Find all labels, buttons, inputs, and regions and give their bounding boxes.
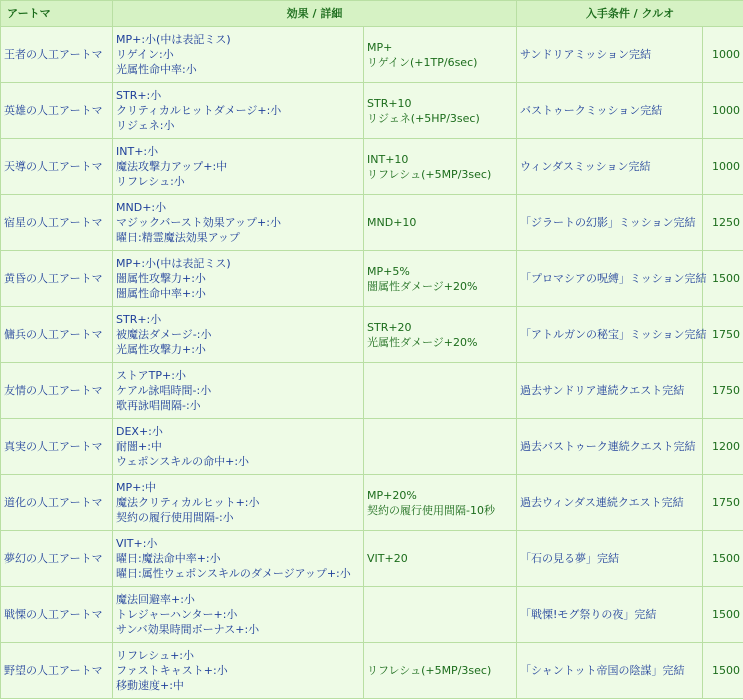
table-row bbox=[1, 363, 743, 419]
effect-text: INT+:小 魔法攻撃力アップ+:中 リフレシュ:小 bbox=[113, 139, 364, 195]
detail-text: MP+5% 闇属性ダメージ+20% bbox=[364, 251, 517, 307]
table-row bbox=[1, 251, 743, 307]
effect-text: VIT+:小 曜日:魔法命中率+:小 曜日:属性ウェポンスキルのダメージアップ+:小 bbox=[113, 531, 364, 587]
detail-text: MND+10 bbox=[364, 195, 517, 251]
atma-name: 道化の人工アートマ bbox=[1, 475, 113, 531]
cruor-cost: 1750 bbox=[703, 307, 743, 363]
header-atma: アートマ bbox=[1, 1, 113, 27]
cruor-cost: 1000 bbox=[703, 83, 743, 139]
atma-name: 戦慄の人工アートマ bbox=[1, 587, 113, 643]
condition-text: 「シャントット帝国の陰謀」完結 bbox=[517, 643, 703, 699]
cruor-cost: 1750 bbox=[703, 475, 743, 531]
detail-text: MP+ リゲイン(+1TP/6sec) bbox=[364, 27, 517, 83]
table-row bbox=[1, 475, 743, 531]
effect-text: リフレシュ+:小 ファストキャスト+:小 移動速度+:中 bbox=[113, 643, 364, 699]
condition-text: 「プロマシアの呪縛」ミッション完結 bbox=[517, 251, 703, 307]
header-row bbox=[1, 1, 743, 27]
cruor-cost: 1500 bbox=[703, 587, 743, 643]
effect-text: 魔法回避率+:小 トレジャーハンター+:小 サンバ効果時間ボーナス+:小 bbox=[113, 587, 364, 643]
atma-name: 黄昏の人工アートマ bbox=[1, 251, 113, 307]
effect-text: ストアTP+:小 ケアル詠唱時間-:小 歌再詠唱間隔-:小 bbox=[113, 363, 364, 419]
table-row bbox=[1, 139, 743, 195]
effect-text: STR+:小 クリティカルヒットダメージ+:小 リジェネ:小 bbox=[113, 83, 364, 139]
detail-text: STR+20 光属性ダメージ+20% bbox=[364, 307, 517, 363]
condition-text: 「ジラートの幻影」ミッション完結 bbox=[517, 195, 703, 251]
condition-text: 「アトルガンの秘宝」ミッション完結 bbox=[517, 307, 703, 363]
atma-name: 野望の人工アートマ bbox=[1, 643, 113, 699]
cruor-cost: 1500 bbox=[703, 251, 743, 307]
cruor-cost: 1250 bbox=[703, 195, 743, 251]
table-row bbox=[1, 419, 743, 475]
cruor-cost: 1750 bbox=[703, 363, 743, 419]
detail-text bbox=[364, 363, 517, 419]
table-row bbox=[1, 27, 743, 83]
cruor-cost: 1500 bbox=[703, 531, 743, 587]
atma-name: 英雄の人工アートマ bbox=[1, 83, 113, 139]
cruor-cost: 1000 bbox=[703, 27, 743, 83]
condition-text: 過去バストゥーク連続クエスト完結 bbox=[517, 419, 703, 475]
detail-text bbox=[364, 587, 517, 643]
effect-text: DEX+:小 耐闇+:中 ウェポンスキルの命中+:小 bbox=[113, 419, 364, 475]
effect-text: MP+:小(中は表記ミス) リゲイン:小 光属性命中率:小 bbox=[113, 27, 364, 83]
effect-text: MP+:小(中は表記ミス) 闇属性攻撃力+:小 闇属性命中率+:小 bbox=[113, 251, 364, 307]
table-row bbox=[1, 531, 743, 587]
effect-text: MND+:小 マジックバースト効果アップ+:小 曜日:精霊魔法効果アップ bbox=[113, 195, 364, 251]
atma-name: 宿星の人工アートマ bbox=[1, 195, 113, 251]
detail-text: INT+10 リフレシュ(+5MP/3sec) bbox=[364, 139, 517, 195]
condition-text: 過去ウィンダス連続クエスト完結 bbox=[517, 475, 703, 531]
detail-text: MP+20% 契約の履行使用間隔-10秒 bbox=[364, 475, 517, 531]
atma-name: 友情の人工アートマ bbox=[1, 363, 113, 419]
cruor-cost: 1500 bbox=[703, 643, 743, 699]
effect-text: STR+:小 被魔法ダメージ-:小 光属性攻撃力+:小 bbox=[113, 307, 364, 363]
atma-name: 真実の人工アートマ bbox=[1, 419, 113, 475]
table-row bbox=[1, 83, 743, 139]
atma-name: 王者の人工アートマ bbox=[1, 27, 113, 83]
atma-name: 傭兵の人工アートマ bbox=[1, 307, 113, 363]
table-row bbox=[1, 643, 743, 699]
detail-text: STR+10 リジェネ(+5HP/3sec) bbox=[364, 83, 517, 139]
condition-text: ウィンダスミッション完結 bbox=[517, 139, 703, 195]
detail-text: リフレシュ(+5MP/3sec) bbox=[364, 643, 517, 699]
condition-text: 「戦慄!モグ祭りの夜」完結 bbox=[517, 587, 703, 643]
atma-name: 夢幻の人工アートマ bbox=[1, 531, 113, 587]
effect-text: MP+:中 魔法クリティカルヒット+:小 契約の履行使用間隔-:小 bbox=[113, 475, 364, 531]
cruor-cost: 1000 bbox=[703, 139, 743, 195]
detail-text bbox=[364, 419, 517, 475]
table-row bbox=[1, 195, 743, 251]
condition-text: バストゥークミッション完結 bbox=[517, 83, 703, 139]
detail-text: VIT+20 bbox=[364, 531, 517, 587]
cruor-cost: 1200 bbox=[703, 419, 743, 475]
atma-name: 天導の人工アートマ bbox=[1, 139, 113, 195]
header-condition: 入手条件 / クルオ bbox=[517, 1, 743, 27]
condition-text: 過去サンドリア連続クエスト完結 bbox=[517, 363, 703, 419]
condition-text: サンドリアミッション完結 bbox=[517, 27, 703, 83]
header-effect: 効果 / 詳細 bbox=[113, 1, 517, 27]
condition-text: 「石の見る夢」完結 bbox=[517, 531, 703, 587]
table-row bbox=[1, 587, 743, 643]
table-row bbox=[1, 307, 743, 363]
